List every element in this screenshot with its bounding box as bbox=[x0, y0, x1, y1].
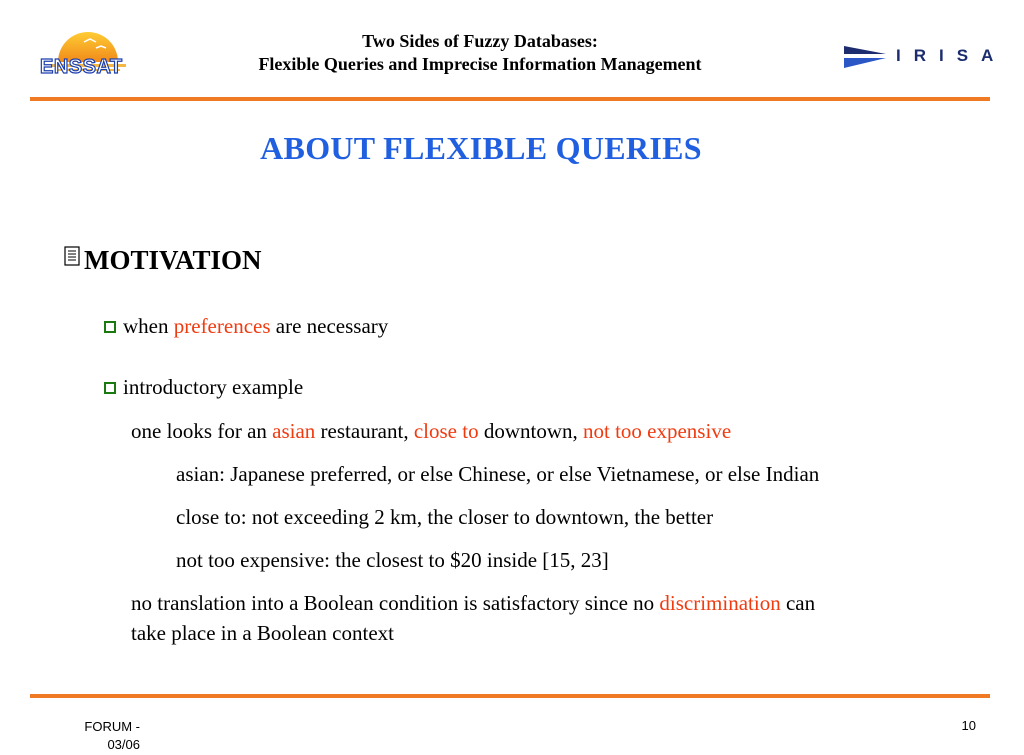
footer-left bbox=[60, 718, 140, 754]
enssat-logo bbox=[36, 28, 140, 84]
enssat-logo-text: ENSSAT bbox=[40, 56, 123, 78]
header-title bbox=[180, 30, 780, 76]
example-highlight-not-too-expensive: not too expensive bbox=[583, 419, 732, 443]
header-title-line2: Flexible Queries and Imprecise Information Management bbox=[258, 54, 702, 74]
footer-forum: FORUM - bbox=[84, 719, 140, 734]
section-heading bbox=[64, 245, 262, 276]
footer-divider bbox=[30, 694, 990, 698]
footer-date: 03/06 bbox=[107, 737, 140, 752]
bullet2-text: introductory example bbox=[123, 375, 304, 399]
bullet-preferences bbox=[104, 314, 388, 339]
definition-close-to: close to: not exceeding 2 km, the closer to downtown, the better bbox=[176, 505, 714, 529]
definition-asian: asian: Japanese preferred, or else Chinese, or else Vietnamese, or else Indian bbox=[176, 462, 820, 486]
definition-not-too-expensive: not too expensive: the closest to $20 inside [15, 23] bbox=[176, 548, 609, 572]
bullet1-text-highlight: preferences bbox=[173, 314, 271, 338]
slide-title: ABOUT FLEXIBLE QUERIES bbox=[260, 130, 702, 166]
conclusion-line1 bbox=[131, 591, 981, 616]
conclusion-text-a: no translation into a Boolean condition is satisfactory since no bbox=[131, 591, 660, 615]
example-line bbox=[131, 419, 731, 444]
irisa-logo-text: IRISA bbox=[896, 46, 1007, 65]
bullet-introductory-example bbox=[104, 375, 303, 400]
bullet1-text-c: are necessary bbox=[270, 314, 389, 338]
irisa-flag-icon bbox=[842, 44, 888, 70]
example-text-e: downtown, bbox=[478, 419, 583, 443]
checkbox-bullet-icon bbox=[104, 321, 116, 333]
example-text-c: restaurant, bbox=[315, 419, 414, 443]
header-title-line1: Two Sides of Fuzzy Databases: bbox=[362, 31, 598, 51]
page-number: 10 bbox=[961, 718, 976, 733]
bullet1-text-a: when bbox=[123, 314, 174, 338]
example-highlight-asian: asian bbox=[272, 419, 316, 443]
example-highlight-close-to: close to bbox=[413, 419, 479, 443]
example-text-a: one looks for an bbox=[131, 419, 273, 443]
header-divider bbox=[30, 97, 990, 101]
section-heading-label: MOTIVATION bbox=[84, 245, 262, 275]
irisa-logo bbox=[842, 44, 1007, 72]
conclusion-highlight-discrimination: discrimination bbox=[659, 591, 781, 615]
conclusion-line2: take place in a Boolean context bbox=[131, 621, 394, 645]
conclusion-text-c: can bbox=[780, 591, 816, 615]
document-icon bbox=[64, 246, 84, 272]
checkbox-bullet-icon bbox=[104, 382, 116, 394]
